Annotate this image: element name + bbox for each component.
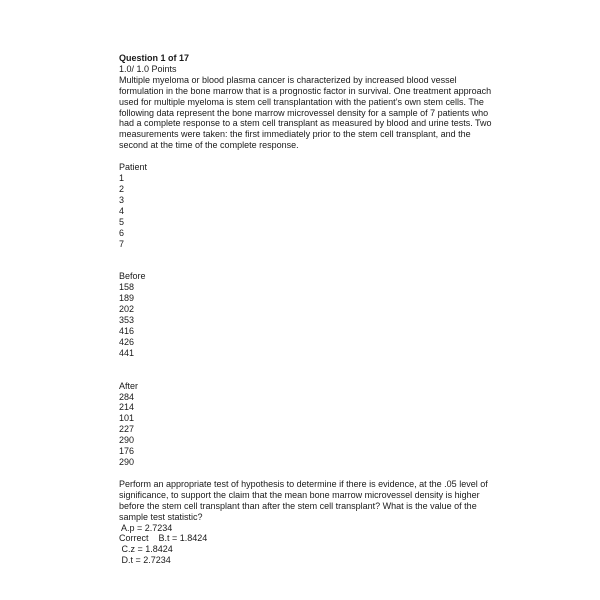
prompt-line: sample test statistic? [119, 511, 203, 522]
question-title: Question 1 of 17 [119, 53, 190, 63]
patient-value: 3 [119, 194, 125, 205]
patient-value: 1 [119, 173, 125, 184]
answer-option-a[interactable]: A.p = 2.7234 [119, 522, 173, 533]
question-prompt [119, 478, 488, 523]
before-value: 426 [119, 336, 135, 347]
answer-option-b-correct[interactable]: Correct B.t = 1.8424 [119, 533, 208, 544]
question-document [119, 53, 492, 566]
prompt-line: Perform an appropriate test of hypothesis to determine if there is evidence, at the .05 level of [119, 478, 488, 489]
after-header: After [119, 380, 139, 391]
intro-line: following data represent the bone marrow microvessel density for a sample of 7 patients who [119, 107, 489, 118]
answer-option-c[interactable]: C.z = 1.8424 [119, 544, 173, 555]
patient-column [119, 162, 479, 249]
patient-value: 5 [119, 216, 125, 227]
after-value: 101 [119, 413, 135, 424]
intro-line: measurements were taken: the first immediately prior to the stem cell transplant, and the [119, 129, 471, 140]
question-points: 1.0/ 1.0 Points [119, 63, 177, 74]
before-column [119, 271, 479, 358]
after-value: 176 [119, 446, 135, 457]
after-value: 290 [119, 457, 135, 467]
after-value: 214 [119, 402, 135, 413]
after-value: 290 [119, 435, 135, 446]
before-value: 441 [119, 347, 135, 358]
intro-line: second at the time of the complete response. [119, 140, 299, 151]
patient-header: Patient [119, 162, 148, 173]
intro-line: had a complete response to a stem cell transplant as measured by blood and urine tests. Two [119, 118, 492, 129]
patient-value: 7 [119, 238, 125, 249]
answer-options [119, 523, 479, 567]
before-value: 158 [119, 282, 135, 293]
question-intro [119, 74, 492, 151]
prompt-line: before the stem cell transplant than after the stem cell transplant? What is the value of the [119, 500, 477, 511]
answer-option-d[interactable]: D.t = 2.7234 [119, 555, 171, 566]
patient-value: 2 [119, 183, 125, 194]
patient-value: 6 [119, 227, 125, 238]
before-value: 416 [119, 325, 135, 336]
intro-line: formulation in the bone marrow that is a prognostic factor in survival. One treatment approach [119, 85, 492, 96]
after-column [119, 381, 479, 468]
after-value: 284 [119, 391, 135, 402]
before-value: 189 [119, 293, 135, 304]
intro-line: Multiple myeloma or blood plasma cancer is characterized by increased blood vessel [119, 74, 457, 85]
prompt-line: significance, to support the claim that the mean bone marrow microvessel density is higher [119, 489, 480, 500]
before-header: Before [119, 271, 146, 282]
before-value: 202 [119, 304, 135, 315]
patient-value: 4 [119, 205, 125, 216]
intro-line: used for multiple myeloma is stem cell transplantation with the patient’s own stem cells. The [119, 96, 484, 107]
before-value: 353 [119, 315, 135, 326]
after-value: 227 [119, 424, 135, 435]
